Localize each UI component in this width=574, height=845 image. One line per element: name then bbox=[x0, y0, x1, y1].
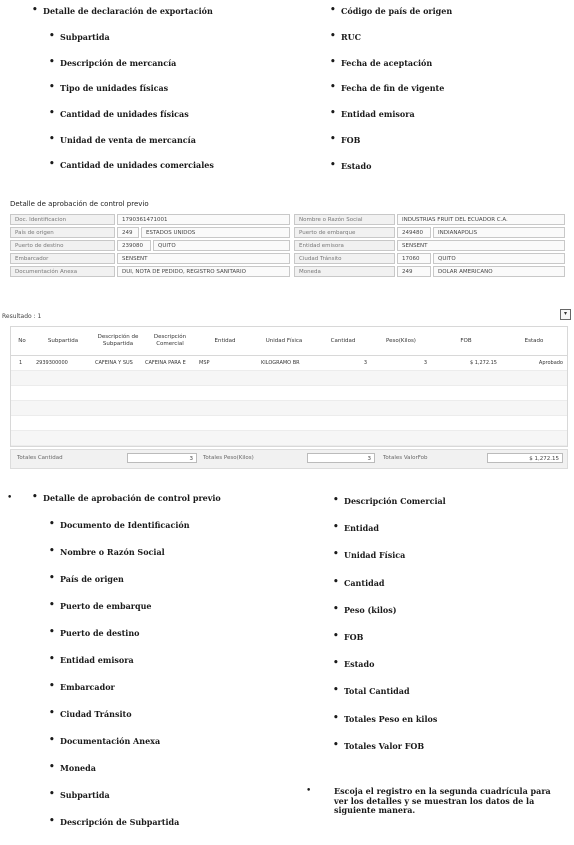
totals-fob-label: Totales ValorFob bbox=[383, 455, 428, 461]
column-header[interactable]: Descripción Comercial bbox=[153, 334, 187, 347]
field-label: Nombre o Razón Social bbox=[294, 214, 395, 225]
form-row bbox=[10, 253, 565, 265]
list-item: • Estado bbox=[341, 161, 452, 171]
cell-cantidad: 3 bbox=[363, 360, 367, 366]
bullet-glyph: • bbox=[7, 493, 13, 503]
dest-port-code-field[interactable]: 239080 bbox=[117, 240, 151, 251]
list-item: • FOB bbox=[341, 135, 452, 145]
list-item: • Cantidad de unidades físicas bbox=[60, 109, 214, 119]
transit-city-name-field[interactable]: QUITO bbox=[433, 253, 565, 264]
subpartida-grid bbox=[10, 326, 568, 447]
totals-peso-label: Totales Peso(Kilos) bbox=[203, 455, 254, 461]
field-label: País de origen bbox=[10, 227, 115, 238]
table-row-empty bbox=[11, 386, 567, 401]
list-item: • Tipo de unidades físicas bbox=[60, 83, 214, 93]
origin-country-name-field[interactable]: ESTADOS UNIDOS bbox=[141, 227, 290, 238]
list-item: • FOB bbox=[344, 632, 446, 642]
panel-title: Detalle de aprobación de control previo bbox=[10, 200, 149, 208]
list-item: • Totales Peso en kilos bbox=[344, 714, 446, 724]
field-label: Documentación Anexa bbox=[10, 266, 115, 277]
cell-fob: $ 1,272.15 bbox=[469, 360, 497, 366]
grid-header bbox=[11, 327, 567, 356]
column-header[interactable]: Descripción de Subpartida bbox=[97, 334, 139, 347]
column-header[interactable]: No bbox=[18, 337, 26, 344]
list-item: • Moneda bbox=[60, 763, 221, 773]
form-row bbox=[10, 214, 565, 226]
table-row-empty bbox=[11, 371, 567, 386]
column-header[interactable]: Entidad bbox=[214, 337, 236, 344]
field-label: Embarcador bbox=[10, 253, 115, 264]
cell-desc-comercial: CAFEINA PARA E bbox=[145, 360, 186, 366]
port-embark-name-field[interactable]: INDIANAPOLIS bbox=[433, 227, 565, 238]
cell-unidad: KILOGRAMO BR bbox=[261, 360, 300, 366]
origin-country-code-field[interactable]: 249 bbox=[117, 227, 139, 238]
list-item: • Descripción Comercial bbox=[344, 496, 446, 506]
control-approval-list bbox=[43, 493, 221, 844]
totals-bar bbox=[10, 449, 568, 469]
issuing-entity-field[interactable]: SENSENT bbox=[397, 240, 565, 251]
totals-cantidad-label: Totales Cantidad bbox=[17, 455, 63, 461]
chevron-down-icon[interactable]: ▾ bbox=[560, 309, 571, 320]
cell-peso: 3 bbox=[423, 360, 427, 366]
list-item: • Puerto de embarque bbox=[60, 601, 221, 611]
field-label: Puerto de destino bbox=[10, 240, 115, 251]
list-item: • Total Cantidad bbox=[344, 686, 446, 696]
export-declaration-list-right bbox=[341, 6, 452, 187]
list-item: • Cantidad bbox=[344, 578, 446, 588]
list-item: • Totales Valor FOB bbox=[344, 741, 446, 751]
shipper-field[interactable]: SENSENT bbox=[117, 253, 290, 264]
field-label: Moneda bbox=[294, 266, 395, 277]
business-name-field[interactable]: INDUSTRIAS FRUIT DEL ECUADOR C.A. bbox=[397, 214, 565, 225]
list-item: • Unidad de venta de mercancía bbox=[60, 135, 214, 145]
list-item: • Ciudad Tránsito bbox=[60, 709, 221, 719]
list-item: • Puerto de destino bbox=[60, 628, 221, 638]
list-item: • País de origen bbox=[60, 574, 221, 584]
export-declaration-list bbox=[43, 6, 214, 186]
results-count: Resultado : 1 bbox=[2, 313, 42, 320]
list-item: • Entidad emisora bbox=[60, 655, 221, 665]
table-row-empty bbox=[11, 431, 567, 446]
instruction-note: Escoja el registro en la segunda cuadrícula para ver los detalles y se muestran los datos de la siguiente manera. bbox=[334, 786, 551, 815]
list-item: • Descripción de Subpartida bbox=[60, 817, 221, 827]
doc-identification-field[interactable]: 1790361471001 bbox=[117, 214, 290, 225]
list-item: • Estado bbox=[344, 659, 446, 669]
currency-name-field[interactable]: DOLAR AMERICANO bbox=[433, 266, 565, 277]
column-header[interactable]: Subpartida bbox=[47, 337, 79, 344]
column-header[interactable]: Peso(Kilos) bbox=[386, 337, 416, 344]
totals-peso-field[interactable]: 3 bbox=[307, 453, 375, 463]
table-row[interactable] bbox=[11, 356, 567, 371]
list-item: • Documentación Anexa bbox=[60, 736, 221, 746]
list-item: • Código de país de origen bbox=[341, 6, 452, 16]
list-item: • Entidad bbox=[344, 523, 446, 533]
column-header[interactable]: Estado bbox=[524, 337, 544, 344]
list-item: • Unidad Física bbox=[344, 550, 446, 560]
cell-subpartida: 2939300000 bbox=[36, 360, 68, 366]
dest-port-name-field[interactable]: QUITO bbox=[153, 240, 290, 251]
list-item: • Subpartida bbox=[60, 32, 214, 42]
list-item: • Embarcador bbox=[60, 682, 221, 692]
list-root-item: • Detalle de declaración de exportación bbox=[43, 6, 214, 16]
list-item: • Peso (kilos) bbox=[344, 605, 446, 615]
form-row bbox=[10, 227, 565, 239]
port-embark-code-field[interactable]: 249480 bbox=[397, 227, 431, 238]
list-item: • Fecha de fin de vigente bbox=[341, 83, 452, 93]
column-header[interactable]: Cantidad bbox=[330, 337, 356, 344]
list-item: • RUC bbox=[341, 32, 452, 42]
list-root-item: • Detalle de aprobación de control previo bbox=[43, 493, 221, 503]
cell-desc-subpartida: CAFEINA Y SUS bbox=[95, 360, 133, 366]
form-row bbox=[10, 240, 565, 252]
bullet-glyph: • bbox=[306, 786, 312, 796]
field-label: Puerto de embarque bbox=[294, 227, 395, 238]
control-approval-list-right bbox=[344, 496, 446, 768]
list-item: • Descripción de mercancía bbox=[60, 58, 214, 68]
list-item: • Entidad emisora bbox=[341, 109, 452, 119]
field-label: Doc. Identificacion bbox=[10, 214, 115, 225]
column-header[interactable]: Unidad Física bbox=[265, 337, 303, 344]
transit-city-code-field[interactable]: 17060 bbox=[397, 253, 431, 264]
table-row-empty bbox=[11, 416, 567, 431]
field-label: Ciudad Tránsito bbox=[294, 253, 395, 264]
currency-code-field[interactable]: 249 bbox=[397, 266, 431, 277]
field-label: Entidad emisora bbox=[294, 240, 395, 251]
table-row-empty bbox=[11, 401, 567, 416]
list-item: • Fecha de aceptación bbox=[341, 58, 452, 68]
list-item: • Nombre o Razón Social bbox=[60, 547, 221, 557]
form-row bbox=[10, 266, 565, 278]
annex-docs-field[interactable]: DUI, NOTA DE PEDIDO, REGISTRO SANITARIO bbox=[117, 266, 290, 277]
cell-no: 1 bbox=[19, 360, 23, 366]
list-item: • Documento de Identificación bbox=[60, 520, 221, 530]
list-item: • Subpartida bbox=[60, 790, 221, 800]
cell-entidad: MSP bbox=[199, 360, 210, 366]
totals-cantidad-field[interactable]: 3 bbox=[127, 453, 197, 463]
column-header[interactable]: FOB bbox=[460, 337, 472, 344]
cell-estado: Aprobado bbox=[538, 360, 563, 366]
totals-fob-field[interactable]: $ 1,272.15 bbox=[487, 453, 563, 463]
list-item: • Cantidad de unidades comerciales bbox=[60, 160, 214, 170]
